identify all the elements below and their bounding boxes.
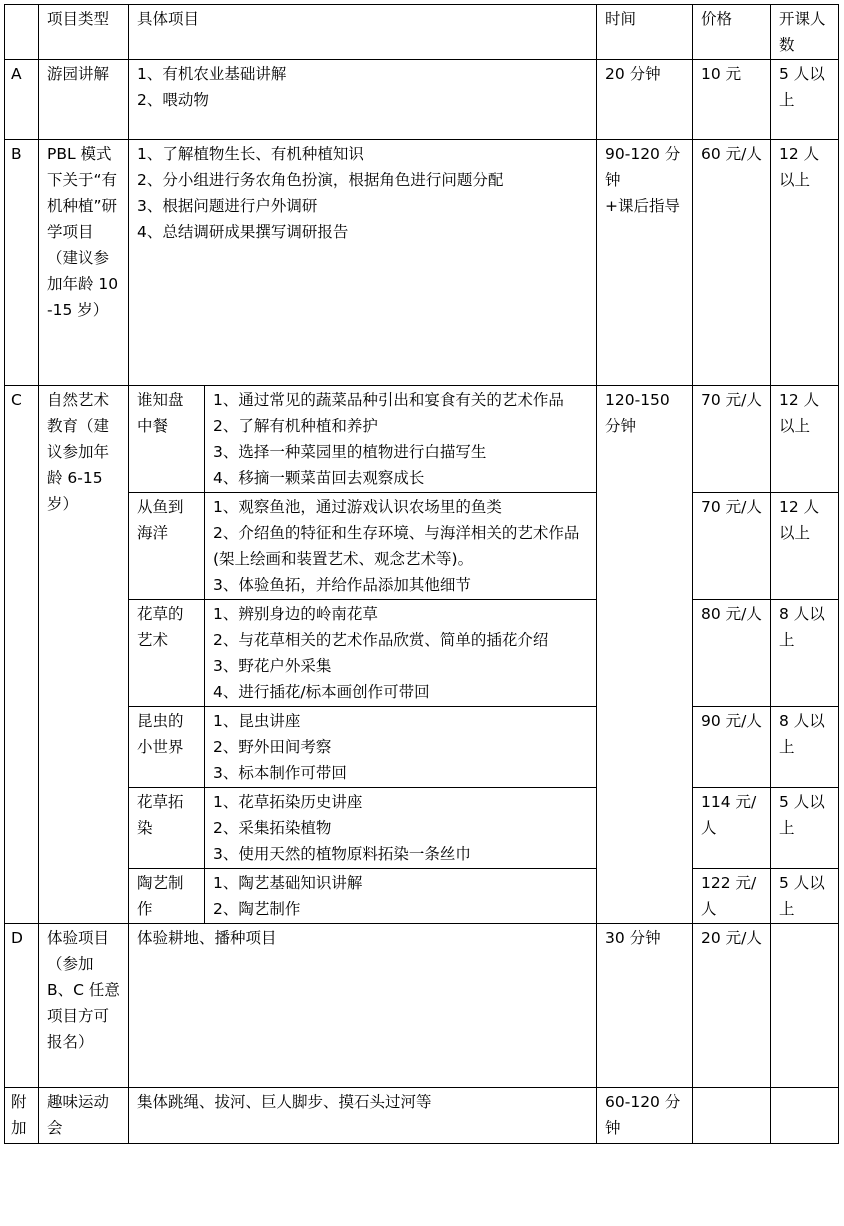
sub-name: 花草的艺术 (129, 600, 205, 707)
item-line: 1、了解植物生长、有机种植知识 (137, 145, 364, 163)
item-line: 2、与花草相关的艺术作品欣赏、简单的插花介绍 (213, 631, 549, 649)
table-row (5, 140, 839, 386)
item-line: 2、野外田间考察 (213, 738, 332, 756)
header-min-people: 开课人数 (771, 5, 839, 60)
item-line: 4、移摘一颗菜苗回去观察成长 (213, 469, 425, 487)
row-min-people (771, 924, 839, 1088)
item-line: 3、体验鱼拓，并给作品添加其他细节 (213, 576, 471, 594)
row-min-people: 8 人以上 (771, 600, 839, 707)
item-line: 4、进行插花/标本画创作可带回 (213, 683, 430, 701)
row-price: 122 元/人 (693, 869, 771, 924)
header-time: 时间 (597, 5, 693, 60)
row-time: 60-120 分钟 (597, 1088, 693, 1144)
row-type: PBL 模式下关于“有机种植”研学项目（建议参加年龄 10-15 岁） (39, 140, 129, 386)
table-row (5, 924, 839, 1088)
row-items (129, 140, 597, 386)
header-row (5, 5, 839, 60)
item-line: 2、陶艺制作 (213, 900, 301, 918)
row-items (205, 600, 597, 707)
header-type: 项目类型 (39, 5, 129, 60)
item-line: 1、有机农业基础讲解 (137, 65, 287, 83)
item-line: 1、观察鱼池，通过游戏认识农场里的鱼类 (213, 498, 502, 516)
item-line: 集体跳绳、拔河、巨人脚步、摸石头过河等 (137, 1093, 432, 1111)
header-blank (5, 5, 39, 60)
row-min-people: 5 人以上 (771, 869, 839, 924)
item-line: 3、选择一种菜园里的植物进行白描写生 (213, 443, 487, 461)
row-type: 趣味运动会 (39, 1088, 129, 1144)
row-code: A (5, 60, 39, 140)
row-type: 游园讲解 (39, 60, 129, 140)
row-min-people: 8 人以上 (771, 707, 839, 788)
row-items (129, 924, 597, 1088)
row-price: 90 元/人 (693, 707, 771, 788)
row-items (205, 788, 597, 869)
table-row (5, 788, 839, 869)
row-time: 20 分钟 (597, 60, 693, 140)
time-value: 90-120 分钟 (605, 145, 681, 189)
row-items (205, 707, 597, 788)
row-min-people: 12 人以上 (771, 140, 839, 386)
row-items (129, 1088, 597, 1144)
item-line: 1、辨别身边的岭南花草 (213, 605, 378, 623)
row-items (129, 60, 597, 140)
sub-name: 花草拓染 (129, 788, 205, 869)
row-code: C (5, 386, 39, 924)
row-price: 20 元/人 (693, 924, 771, 1088)
row-price: 10 元 (693, 60, 771, 140)
table-row (5, 869, 839, 924)
item-line: 1、花草拓染历史讲座 (213, 793, 363, 811)
item-line: 2、分小组进行务农角色扮演，根据角色进行问题分配 (137, 171, 504, 189)
item-line: 2、喂动物 (137, 91, 209, 109)
course-table (4, 4, 839, 1144)
row-price (693, 1088, 771, 1144)
item-line: 3、标本制作可带回 (213, 764, 347, 782)
row-code: D (5, 924, 39, 1088)
row-items (205, 386, 597, 493)
row-time (597, 140, 693, 386)
row-min-people: 5 人以上 (771, 788, 839, 869)
item-line: 3、根据问题进行户外调研 (137, 197, 318, 215)
row-type: 体验项目（参加 B、C 任意项目方可报名） (39, 924, 129, 1088)
item-line: 2、了解有机种植和养护 (213, 417, 378, 435)
row-min-people: 5 人以上 (771, 60, 839, 140)
row-items (205, 493, 597, 600)
item-line: 3、野花户外采集 (213, 657, 332, 675)
time-note: +课后指导 (605, 197, 681, 215)
header-detail: 具体项目 (129, 5, 597, 60)
table-row (5, 493, 839, 600)
sub-name: 陶艺制作 (129, 869, 205, 924)
row-min-people (771, 1088, 839, 1144)
item-line: 1、陶艺基础知识讲解 (213, 874, 363, 892)
item-line: 1、通过常见的蔬菜品种引出和宴食有关的艺术作品 (213, 391, 564, 409)
table-row (5, 386, 839, 493)
table-row (5, 1088, 839, 1144)
row-price: 70 元/人 (693, 386, 771, 493)
item-line: 3、使用天然的植物原料拓染一条丝巾 (213, 845, 471, 863)
row-price: 114 元/人 (693, 788, 771, 869)
row-code: B (5, 140, 39, 386)
row-time: 30 分钟 (597, 924, 693, 1088)
row-price: 60 元/人 (693, 140, 771, 386)
item-line: 4、总结调研成果撰写调研报告 (137, 223, 349, 241)
item-line: 2、介绍鱼的特征和生存环境、与海洋相关的艺术作品(架上绘画和装置艺术、观念艺术等)。 (213, 524, 580, 568)
row-code: 附加 (5, 1088, 39, 1144)
row-price: 70 元/人 (693, 493, 771, 600)
table-row (5, 600, 839, 707)
row-min-people: 12 人以上 (771, 386, 839, 493)
row-price: 80 元/人 (693, 600, 771, 707)
sub-name: 谁知盘中餐 (129, 386, 205, 493)
item-line: 2、采集拓染植物 (213, 819, 332, 837)
sub-name: 昆虫的小世界 (129, 707, 205, 788)
header-price: 价格 (693, 5, 771, 60)
row-min-people: 12 人以上 (771, 493, 839, 600)
sub-name: 从鱼到海洋 (129, 493, 205, 600)
row-time: 120-150 分钟 (597, 386, 693, 924)
item-line: 1、昆虫讲座 (213, 712, 301, 730)
row-items (205, 869, 597, 924)
row-type: 自然艺术教育（建议参加年龄 6-15 岁） (39, 386, 129, 924)
table-row (5, 707, 839, 788)
item-line: 体验耕地、播种项目 (137, 929, 277, 947)
table-row (5, 60, 839, 140)
